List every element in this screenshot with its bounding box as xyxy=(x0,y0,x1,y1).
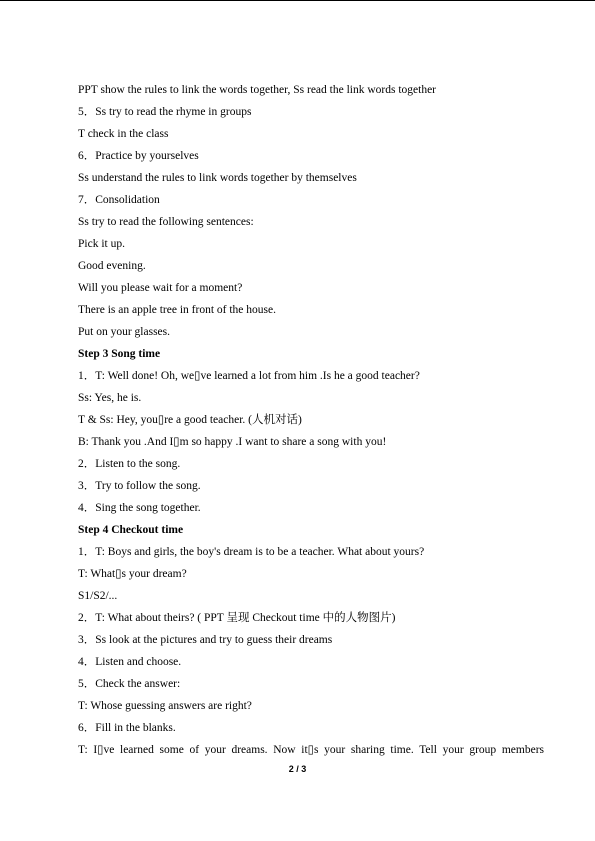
text-line: T & Ss: Hey, you▯re a good teacher. (人机对话) xyxy=(78,414,302,426)
text-line: S1/S2/... xyxy=(78,590,118,602)
text-line: Ss try to read the following sentences: xyxy=(78,216,254,228)
text-line: 4．Listen and choose. xyxy=(78,656,182,668)
text-line: T: I▯ve learned some of your dreams. Now it▯s your sharing time. Tell your group members xyxy=(78,744,544,756)
text-line: Pick it up. xyxy=(78,238,125,250)
text-line: 1．T: Boys and girls, the boy's dream is to be a teacher. What about yours? xyxy=(78,546,425,558)
text-line: 6．Fill in the blanks. xyxy=(78,722,176,734)
document-body xyxy=(78,79,544,761)
text-line: 3．Ss look at the pictures and try to guess their dreams xyxy=(78,634,333,646)
text-line: T: Whose guessing answers are right? xyxy=(78,700,252,712)
text-line: 3．Try to follow the song. xyxy=(78,480,201,492)
text-line: T check in the class xyxy=(78,128,169,140)
page-number: 2 / 3 xyxy=(288,764,307,774)
top-rule xyxy=(0,0,595,1)
text-line: Will you please wait for a moment? xyxy=(78,282,243,294)
text-line: 6．Practice by yourselves xyxy=(78,150,199,162)
section-heading: Step 3 Song time xyxy=(78,348,161,360)
text-line: Put on your glasses. xyxy=(78,326,170,338)
text-line: 5．Ss try to read the rhyme in groups xyxy=(78,106,252,118)
text-line: 2．T: What about theirs? ( PPT 呈现 Checkout time 中的人物图片) xyxy=(78,612,396,624)
text-line: 4．Sing the song together. xyxy=(78,502,201,514)
text-line: There is an apple tree in front of the house. xyxy=(78,304,276,316)
text-line: 7．Consolidation xyxy=(78,194,160,206)
text-line: B: Thank you .And I▯m so happy .I want to share a song with you! xyxy=(78,436,387,448)
text-line: PPT show the rules to link the words together, Ss read the link words together xyxy=(78,84,437,96)
text-line: 5．Check the answer: xyxy=(78,678,181,690)
section-heading: Step 4 Checkout time xyxy=(78,524,184,536)
text-line: T: What▯s your dream? xyxy=(78,568,187,580)
text-line: Good evening. xyxy=(78,260,146,272)
text-line: 2．Listen to the song. xyxy=(78,458,181,470)
text-line: Ss: Yes, he is. xyxy=(78,392,142,404)
text-line: 1．T: Well done! Oh, we▯ve learned a lot from him .Is he a good teacher? xyxy=(78,370,420,382)
text-line: Ss understand the rules to link words together by themselves xyxy=(78,172,357,184)
